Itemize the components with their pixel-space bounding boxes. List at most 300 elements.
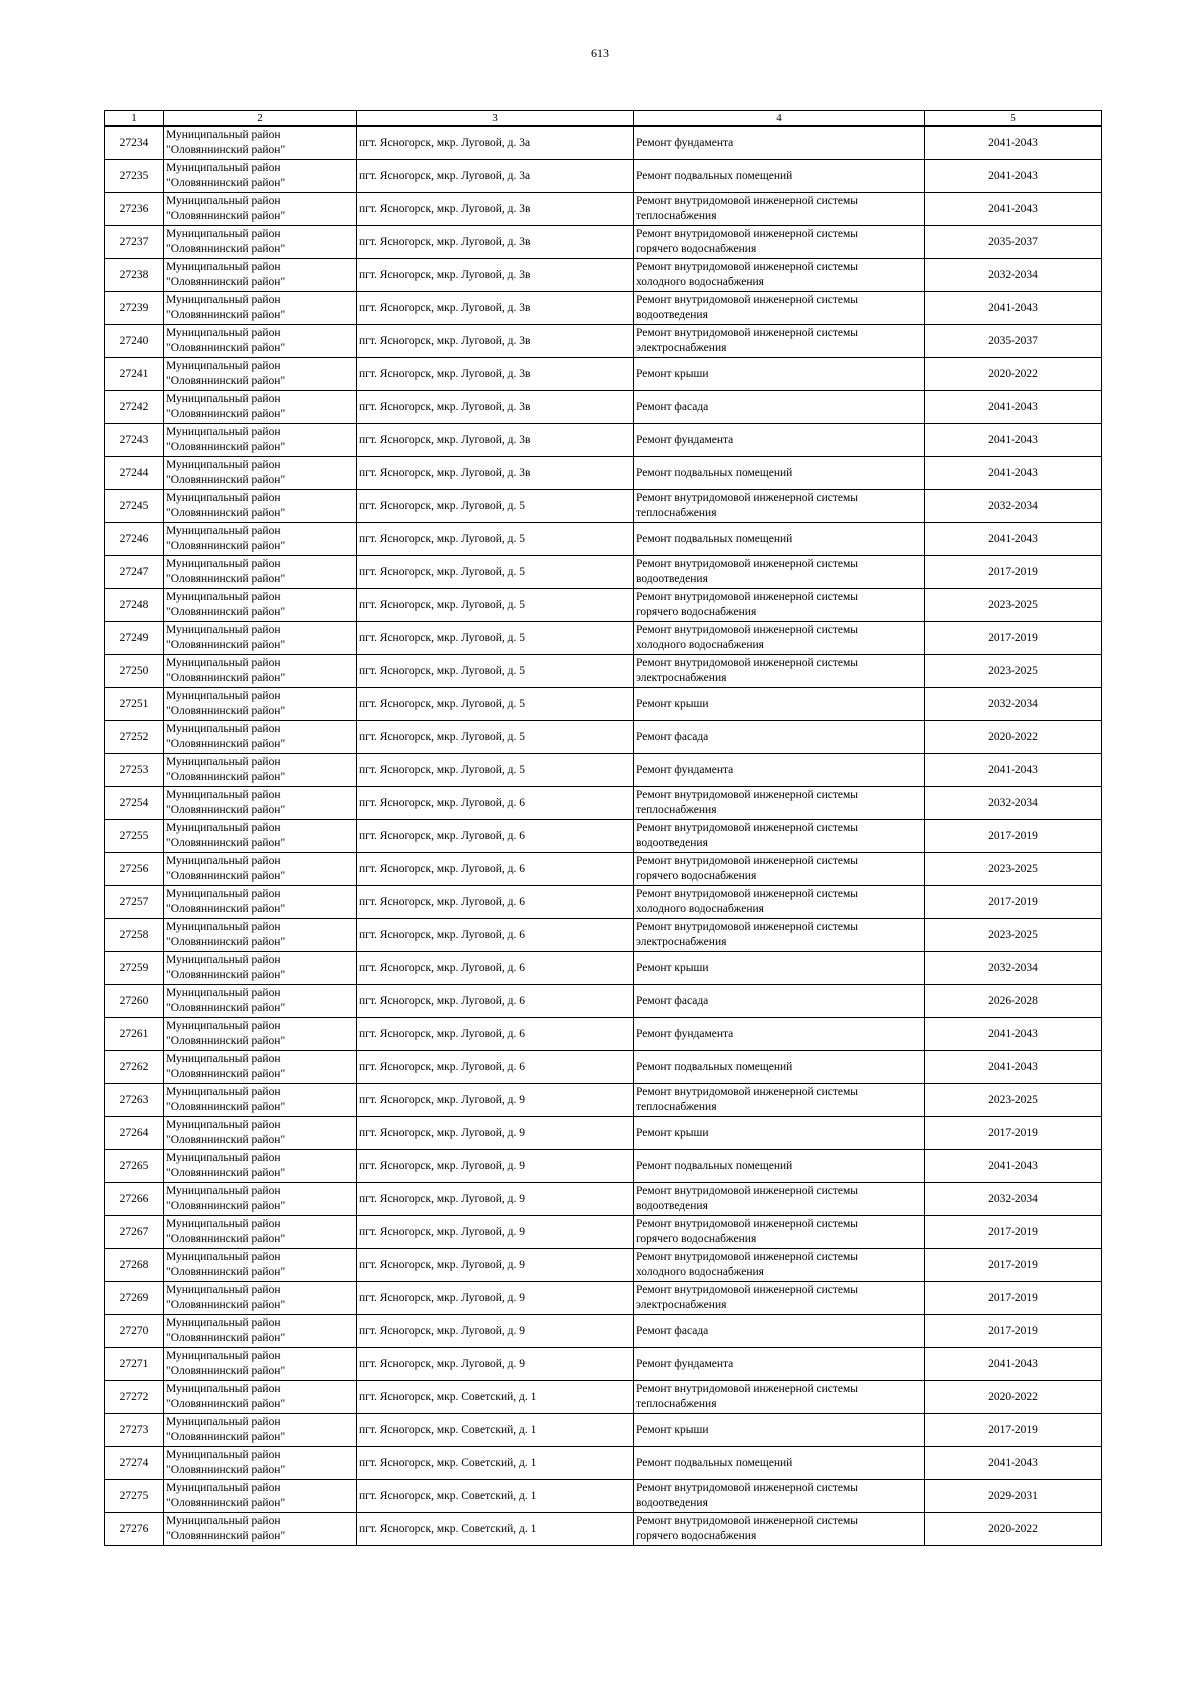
work-type-cell [634,292,925,325]
table-row [105,886,1102,919]
address-cell: пгт. Ясногорск, мкр. Луговой, д. 3в [357,292,634,325]
district-line: "Оловяннинский район" [166,672,286,684]
work-type-line: Ремонт внутридомовой инженерной системы [636,789,859,801]
district-line: "Оловяннинский район" [166,1266,286,1278]
district-line: "Оловяннинский район" [166,1167,286,1179]
district-cell [164,688,357,721]
work-type-line: водоотведения [636,1497,708,1509]
work-type-line: теплоснабжения [636,1101,717,1113]
district-line: Муниципальный район [166,261,281,273]
table-row [105,787,1102,820]
work-type-line: Ремонт фундамента [636,136,734,149]
district-line: "Оловяннинский район" [166,606,286,618]
work-type-line: Ремонт внутридомовой инженерной системы [636,1218,859,1230]
period-cell: 2041-2043 [925,754,1102,787]
row-number-cell: 27255 [105,820,164,853]
table-row [105,1183,1102,1216]
table-row [105,622,1102,655]
repair-schedule-table [104,110,1102,1546]
period-cell: 2041-2043 [925,391,1102,424]
address-cell: пгт. Ясногорск, мкр. Луговой, д. 5 [357,490,634,523]
period-cell: 2041-2043 [925,193,1102,226]
district-line: "Оловяннинский район" [166,969,286,981]
row-number-cell: 27246 [105,523,164,556]
district-line: Муниципальный район [166,393,281,405]
row-number-cell: 27238 [105,259,164,292]
work-type-line: электроснабжения [636,342,727,354]
district-cell [164,1051,357,1084]
address-cell: пгт. Ясногорск, мкр. Луговой, д. 3в [357,259,634,292]
district-line: "Оловяннинский район" [166,1431,286,1443]
period-cell: 2041-2043 [925,1051,1102,1084]
table-row [105,1249,1102,1282]
district-line: Муниципальный район [166,1350,281,1362]
district-cell [164,1249,357,1282]
district-cell [164,1150,357,1183]
district-line: Муниципальный район [166,1086,281,1098]
work-type-line: электроснабжения [636,936,727,948]
period-cell: 2041-2043 [925,126,1102,160]
district-line: Муниципальный район [166,1482,281,1494]
work-type-cell [634,490,925,523]
work-type-line: горячего водоснабжения [636,870,757,882]
work-type-cell [634,1051,925,1084]
work-type-cell [634,721,925,754]
work-type-line: Ремонт фундамента [636,433,734,446]
district-line: Муниципальный район [166,1053,281,1065]
row-number-cell: 27272 [105,1381,164,1414]
district-line: Муниципальный район [166,789,281,801]
work-type-cell [634,1084,925,1117]
work-type-line: холодного водоснабжения [636,276,764,288]
period-cell: 2023-2025 [925,919,1102,952]
district-line: "Оловяннинский район" [166,441,286,453]
row-number-cell: 27275 [105,1480,164,1513]
district-cell [164,589,357,622]
district-line: Муниципальный район [166,1119,281,1131]
work-type-line: Ремонт внутридомовой инженерной системы [636,1086,859,1098]
district-line: "Оловяннинский район" [166,1035,286,1047]
district-line: Муниципальный район [166,591,281,603]
district-cell [164,490,357,523]
period-cell: 2041-2043 [925,292,1102,325]
address-cell: пгт. Ясногорск, мкр. Луговой, д. 9 [357,1084,634,1117]
work-type-line: Ремонт подвальных помещений [636,1456,793,1469]
district-line: "Оловяннинский район" [166,342,286,354]
district-cell [164,1513,357,1546]
district-line: "Оловяннинский район" [166,936,286,948]
row-number-cell: 27271 [105,1348,164,1381]
work-type-line: водоотведения [636,573,708,585]
table-row [105,1117,1102,1150]
work-type-cell [634,1348,925,1381]
district-line: "Оловяннинский район" [166,738,286,750]
district-line: "Оловяннинский район" [166,639,286,651]
work-type-cell [634,1183,925,1216]
work-type-line: электроснабжения [636,1299,727,1311]
district-cell [164,1480,357,1513]
table-row [105,1315,1102,1348]
district-line: Муниципальный район [166,723,281,735]
period-cell: 2041-2043 [925,1150,1102,1183]
work-type-cell [634,523,925,556]
period-cell: 2017-2019 [925,886,1102,919]
period-cell: 2023-2025 [925,1084,1102,1117]
district-cell [164,985,357,1018]
work-type-cell [634,1282,925,1315]
row-number-cell: 27265 [105,1150,164,1183]
district-line: "Оловяннинский район" [166,1299,286,1311]
district-line: Муниципальный район [166,1218,281,1230]
work-type-line: теплоснабжения [636,507,717,519]
district-line: "Оловяннинский район" [166,804,286,816]
district-line: "Оловяннинский район" [166,177,286,189]
row-number-cell: 27253 [105,754,164,787]
district-line: Муниципальный район [166,1317,281,1329]
work-type-line: Ремонт внутридомовой инженерной системы [636,888,859,900]
work-type-cell [634,1447,925,1480]
address-cell: пгт. Ясногорск, мкр. Луговой, д. 3в [357,391,634,424]
district-cell [164,1216,357,1249]
district-line: Муниципальный район [166,1020,281,1032]
row-number-cell: 27262 [105,1051,164,1084]
period-cell: 2032-2034 [925,688,1102,721]
table-row [105,556,1102,589]
row-number-cell: 27235 [105,160,164,193]
district-cell [164,919,357,952]
row-number-cell: 27273 [105,1414,164,1447]
address-cell: пгт. Ясногорск, мкр. Луговой, д. 3в [357,325,634,358]
district-cell [164,886,357,919]
period-cell: 2041-2043 [925,523,1102,556]
work-type-cell [634,556,925,589]
period-cell: 2041-2043 [925,1018,1102,1051]
address-cell: пгт. Ясногорск, мкр. Луговой, д. 5 [357,589,634,622]
work-type-cell [634,424,925,457]
district-cell [164,1018,357,1051]
district-line: "Оловяннинский район" [166,375,286,387]
district-line: "Оловяннинский район" [166,903,286,915]
work-type-line: Ремонт фасада [636,1324,709,1337]
district-line: Муниципальный район [166,1185,281,1197]
work-type-cell [634,754,925,787]
work-type-line: Ремонт внутридомовой инженерной системы [636,1185,859,1197]
address-cell: пгт. Ясногорск, мкр. Луговой, д. 3в [357,457,634,490]
work-type-line: Ремонт фасада [636,400,709,413]
work-type-line: Ремонт внутридомовой инженерной системы [636,1251,859,1263]
district-line: "Оловяннинский район" [166,1200,286,1212]
work-type-line: холодного водоснабжения [636,639,764,651]
period-cell: 2032-2034 [925,259,1102,292]
work-type-line: Ремонт подвальных помещений [636,532,793,545]
district-cell [164,391,357,424]
table-row [105,589,1102,622]
period-cell: 2017-2019 [925,1414,1102,1447]
period-cell: 2017-2019 [925,1315,1102,1348]
row-number-cell: 27237 [105,226,164,259]
work-type-cell [634,1480,925,1513]
work-type-cell [634,1216,925,1249]
address-cell: пгт. Ясногорск, мкр. Луговой, д. 6 [357,886,634,919]
work-type-line: горячего водоснабжения [636,243,757,255]
work-type-line: Ремонт внутридомовой инженерной системы [636,1383,859,1395]
district-line: "Оловяннинский район" [166,1233,286,1245]
work-type-line: Ремонт подвальных помещений [636,1159,793,1172]
district-line: Муниципальный район [166,525,281,537]
district-line: "Оловяннинский район" [166,276,286,288]
work-type-line: Ремонт внутридомовой инженерной системы [636,492,859,504]
district-cell [164,754,357,787]
work-type-line: холодного водоснабжения [636,903,764,915]
district-cell [164,952,357,985]
period-cell: 2041-2043 [925,457,1102,490]
district-line: Муниципальный район [166,459,281,471]
address-cell: пгт. Ясногорск, мкр. Луговой, д. 6 [357,820,634,853]
work-type-line: Ремонт внутридомовой инженерной системы [636,657,859,669]
district-line: Муниципальный район [166,690,281,702]
district-cell [164,556,357,589]
work-type-cell [634,193,925,226]
row-number-cell: 27270 [105,1315,164,1348]
address-cell: пгт. Ясногорск, мкр. Луговой, д. 3в [357,193,634,226]
work-type-line: Ремонт подвальных помещений [636,1060,793,1073]
work-type-cell [634,688,925,721]
row-number-cell: 27257 [105,886,164,919]
district-cell [164,820,357,853]
work-type-cell [634,1018,925,1051]
address-cell: пгт. Ясногорск, мкр. Луговой, д. 5 [357,556,634,589]
district-line: "Оловяннинский район" [166,1497,286,1509]
table-row [105,1447,1102,1480]
work-type-cell [634,325,925,358]
district-line: Муниципальный район [166,1449,281,1461]
district-line: Муниципальный район [166,195,281,207]
address-cell: пгт. Ясногорск, мкр. Луговой, д. 6 [357,787,634,820]
work-type-cell [634,820,925,853]
work-type-cell [634,1414,925,1447]
work-type-line: теплоснабжения [636,210,717,222]
district-cell [164,457,357,490]
district-line: Муниципальный район [166,360,281,372]
address-cell: пгт. Ясногорск, мкр. Советский, д. 1 [357,1381,634,1414]
address-cell: пгт. Ясногорск, мкр. Луговой, д. 3а [357,160,634,193]
district-cell [164,160,357,193]
district-cell [164,292,357,325]
column-header: 2 [164,111,357,127]
district-cell [164,1084,357,1117]
row-number-cell: 27261 [105,1018,164,1051]
district-cell [164,424,357,457]
district-cell [164,193,357,226]
period-cell: 2020-2022 [925,1381,1102,1414]
address-cell: пгт. Ясногорск, мкр. Луговой, д. 6 [357,952,634,985]
row-number-cell: 27267 [105,1216,164,1249]
district-cell [164,523,357,556]
address-cell: пгт. Ясногорск, мкр. Луговой, д. 9 [357,1282,634,1315]
work-type-line: водоотведения [636,1200,708,1212]
row-number-cell: 27260 [105,985,164,1018]
district-line: "Оловяннинский район" [166,1134,286,1146]
work-type-cell [634,1315,925,1348]
district-cell [164,721,357,754]
table-row [105,193,1102,226]
district-cell [164,126,357,160]
period-cell: 2017-2019 [925,1282,1102,1315]
district-cell [164,226,357,259]
district-cell [164,853,357,886]
address-cell: пгт. Ясногорск, мкр. Луговой, д. 6 [357,985,634,1018]
table-row [105,490,1102,523]
address-cell: пгт. Ясногорск, мкр. Луговой, д. 5 [357,622,634,655]
period-cell: 2041-2043 [925,1348,1102,1381]
work-type-cell [634,358,925,391]
district-line: Муниципальный район [166,426,281,438]
table-body [105,126,1102,1546]
table-row [105,457,1102,490]
work-type-line: теплоснабжения [636,804,717,816]
work-type-line: водоотведения [636,837,708,849]
district-cell [164,1183,357,1216]
district-line: "Оловяннинский район" [166,1530,286,1542]
work-type-line: водоотведения [636,309,708,321]
district-line: Муниципальный район [166,492,281,504]
district-line: Муниципальный район [166,327,281,339]
address-cell: пгт. Ясногорск, мкр. Луговой, д. 5 [357,721,634,754]
district-line: "Оловяннинский район" [166,144,286,156]
district-line: Муниципальный район [166,228,281,240]
row-number-cell: 27269 [105,1282,164,1315]
period-cell: 2017-2019 [925,820,1102,853]
work-type-line: Ремонт подвальных помещений [636,169,793,182]
address-cell: пгт. Ясногорск, мкр. Луговой, д. 9 [357,1183,634,1216]
district-cell [164,655,357,688]
column-header: 4 [634,111,925,127]
work-type-line: Ремонт внутридомовой инженерной системы [636,624,859,636]
work-type-line: Ремонт крыши [636,961,709,974]
period-cell: 2023-2025 [925,853,1102,886]
address-cell: пгт. Ясногорск, мкр. Луговой, д. 6 [357,919,634,952]
row-number-cell: 27236 [105,193,164,226]
work-type-line: Ремонт фасада [636,730,709,743]
work-type-cell [634,126,925,160]
table-row [105,325,1102,358]
district-cell [164,1447,357,1480]
address-cell: пгт. Ясногорск, мкр. Луговой, д. 5 [357,655,634,688]
work-type-line: горячего водоснабжения [636,1530,757,1542]
table-row [105,919,1102,952]
row-number-cell: 27254 [105,787,164,820]
district-line: Муниципальный район [166,294,281,306]
row-number-cell: 27234 [105,126,164,160]
work-type-line: Ремонт фундамента [636,1027,734,1040]
table-row [105,259,1102,292]
work-type-line: Ремонт крыши [636,697,709,710]
district-line: "Оловяннинский район" [166,507,286,519]
period-cell: 2020-2022 [925,721,1102,754]
work-type-cell [634,160,925,193]
district-line: Муниципальный район [166,129,281,141]
address-cell: пгт. Ясногорск, мкр. Советский, д. 1 [357,1480,634,1513]
row-number-cell: 27250 [105,655,164,688]
district-line: Муниципальный район [166,756,281,768]
row-number-cell: 27241 [105,358,164,391]
period-cell: 2017-2019 [925,1249,1102,1282]
work-type-line: электроснабжения [636,672,727,684]
table-row [105,358,1102,391]
address-cell: пгт. Ясногорск, мкр. Луговой, д. 3в [357,424,634,457]
table-row [105,292,1102,325]
work-type-cell [634,391,925,424]
district-line: "Оловяннинский район" [166,573,286,585]
district-line: Муниципальный район [166,855,281,867]
district-line: Муниципальный район [166,1284,281,1296]
period-cell: 2032-2034 [925,1183,1102,1216]
district-cell [164,1381,357,1414]
period-cell: 2032-2034 [925,490,1102,523]
table-row [105,1150,1102,1183]
work-type-line: Ремонт крыши [636,1126,709,1139]
district-line: Муниципальный район [166,624,281,636]
work-type-line: Ремонт внутридомовой инженерной системы [636,591,859,603]
table-row [105,985,1102,1018]
column-number-row [105,111,1102,127]
row-number-cell: 27245 [105,490,164,523]
work-type-line: горячего водоснабжения [636,606,757,618]
address-cell: пгт. Ясногорск, мкр. Луговой, д. 9 [357,1315,634,1348]
address-cell: пгт. Ясногорск, мкр. Луговой, д. 3в [357,358,634,391]
row-number-cell: 27242 [105,391,164,424]
address-cell: пгт. Ясногорск, мкр. Советский, д. 1 [357,1414,634,1447]
work-type-line: Ремонт внутридомовой инженерной системы [636,1482,859,1494]
table-row [105,655,1102,688]
address-cell: пгт. Ясногорск, мкр. Луговой, д. 5 [357,523,634,556]
work-type-cell [634,985,925,1018]
period-cell: 2041-2043 [925,160,1102,193]
table-row [105,1084,1102,1117]
district-line: Муниципальный район [166,558,281,570]
work-type-cell [634,1381,925,1414]
table-row [105,226,1102,259]
work-type-cell [634,589,925,622]
table-row [105,523,1102,556]
work-type-line: Ремонт внутридомовой инженерной системы [636,228,859,240]
row-number-cell: 27274 [105,1447,164,1480]
row-number-cell: 27248 [105,589,164,622]
district-cell [164,1315,357,1348]
district-line: "Оловяннинский район" [166,243,286,255]
district-line: "Оловяннинский район" [166,870,286,882]
work-type-cell [634,952,925,985]
row-number-cell: 27247 [105,556,164,589]
column-header: 1 [105,111,164,127]
work-type-cell [634,787,925,820]
address-cell: пгт. Ясногорск, мкр. Луговой, д. 3в [357,226,634,259]
district-line: "Оловяннинский район" [166,474,286,486]
address-cell: пгт. Ясногорск, мкр. Луговой, д. 6 [357,1018,634,1051]
district-cell [164,787,357,820]
work-type-cell [634,886,925,919]
district-cell [164,1282,357,1315]
district-line: "Оловяннинский район" [166,1002,286,1014]
address-cell: пгт. Ясногорск, мкр. Луговой, д. 3а [357,126,634,160]
period-cell: 2029-2031 [925,1480,1102,1513]
table-row [105,952,1102,985]
district-cell [164,358,357,391]
district-line: "Оловяннинский район" [166,540,286,552]
table-row [105,754,1102,787]
district-line: Муниципальный район [166,1152,281,1164]
address-cell: пгт. Ясногорск, мкр. Луговой, д. 5 [357,688,634,721]
